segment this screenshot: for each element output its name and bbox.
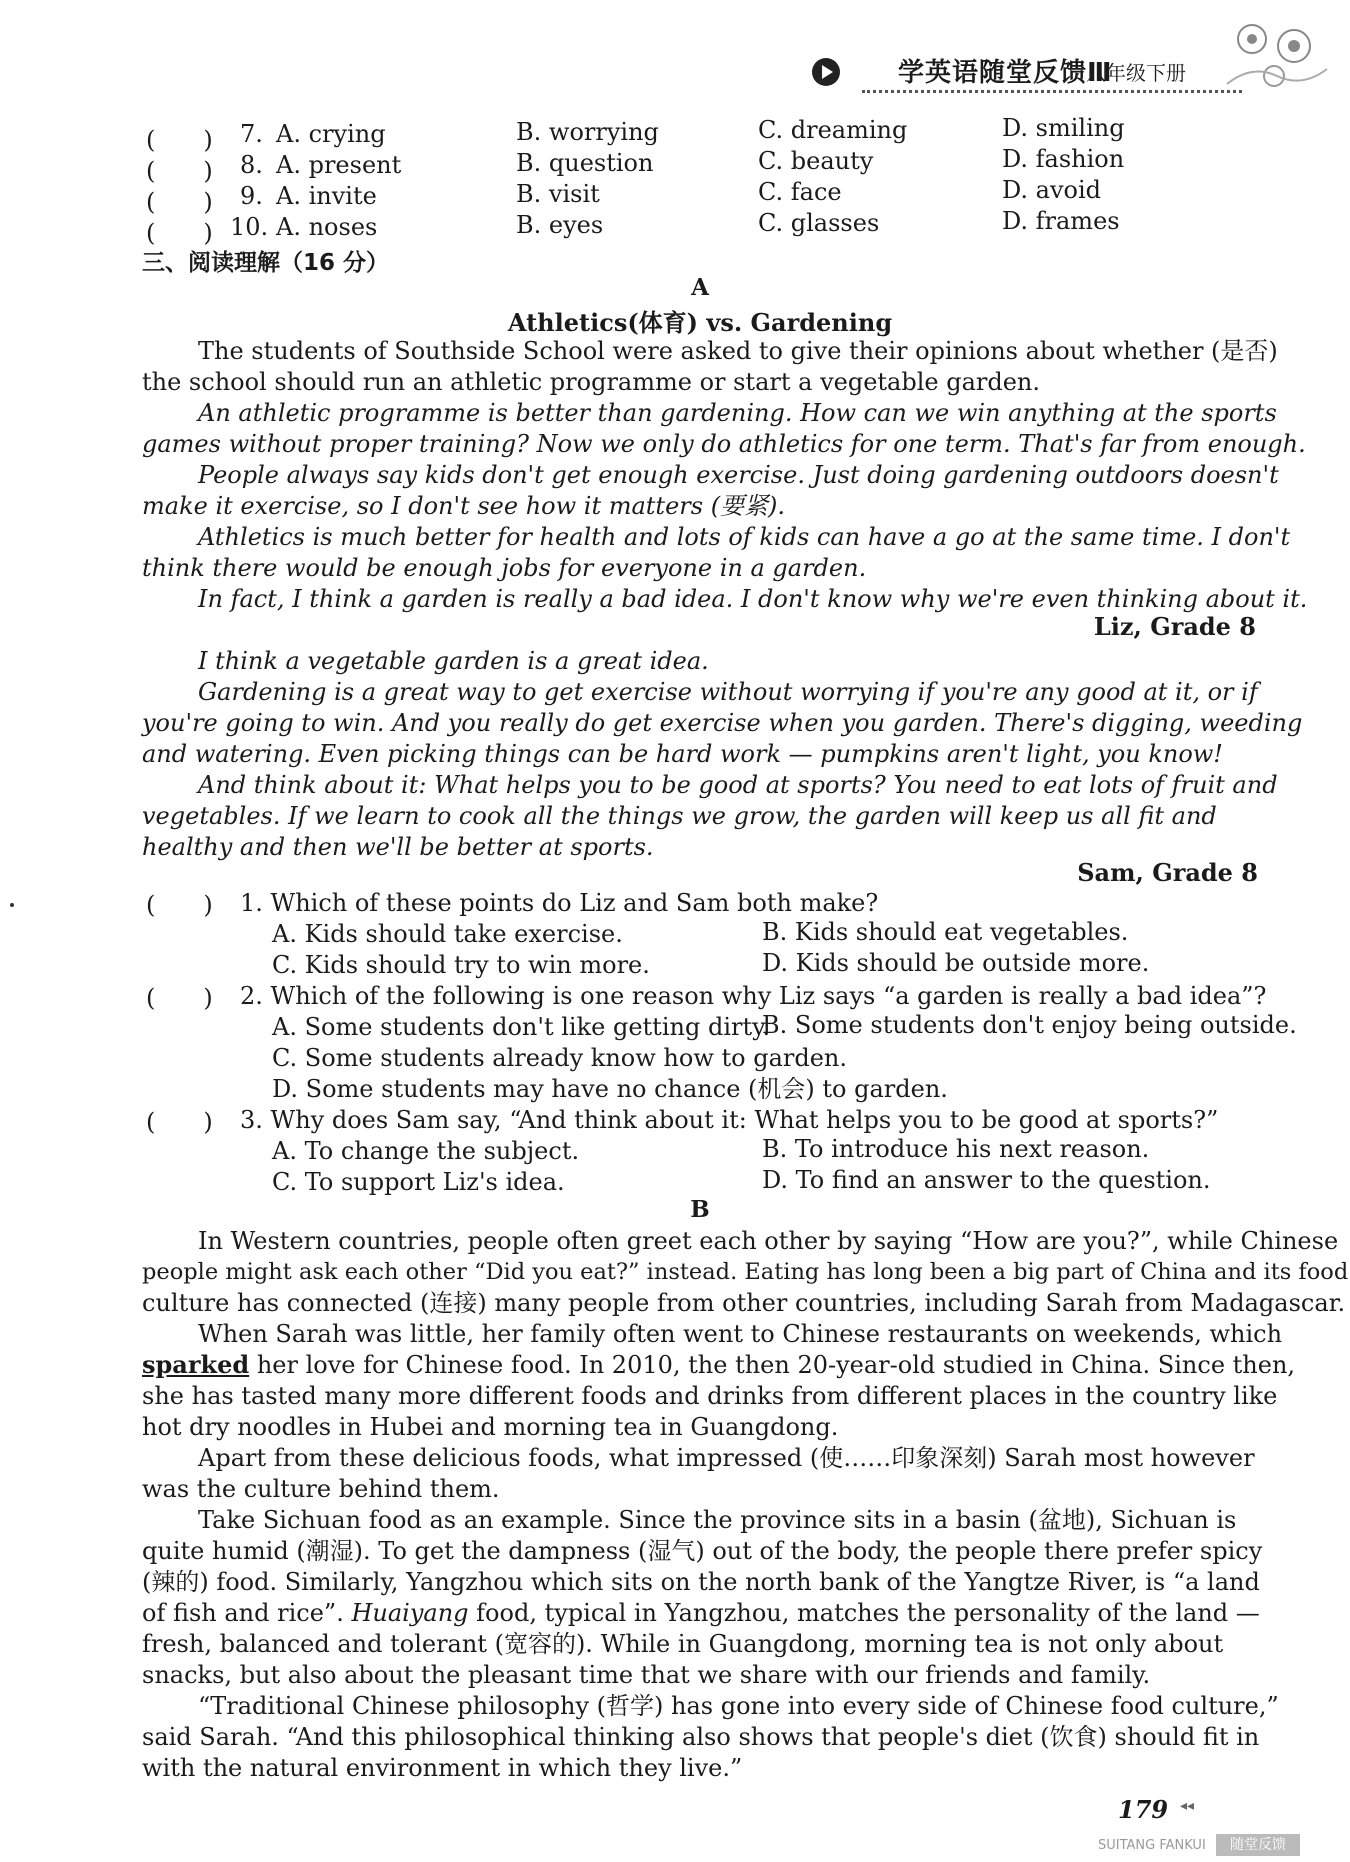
passage-line: healthy and then we'll be better at sports. [142, 833, 654, 861]
passage-line: Gardening is a great way to get exercise without worrying if you're any good at it, or if [198, 678, 1258, 706]
option-b: B. question [516, 149, 654, 177]
passage-line: “Traditional Chinese philosophy (哲学) has gone into every side of Chinese food culture,” [198, 1692, 1279, 1720]
answer-blank[interactable]: ( ) [146, 1108, 213, 1136]
answer-blank[interactable]: ( ) [146, 126, 213, 154]
passage-line: And think about it: What helps you to be good at sports? You need to eat lots of fruit and [198, 771, 1278, 799]
passage-line: Take Sichuan food as an example. Since the province sits in a basin (盆地), Sichuan is [198, 1506, 1237, 1534]
option-d: D. avoid [1002, 176, 1101, 204]
option-b: B. eyes [516, 211, 604, 239]
passage-line: sparked her love for Chinese food. In 2010, the then 20-year-old studied in China. Since then, [142, 1350, 1296, 1379]
keyword-sparked: sparked [142, 1350, 250, 1379]
option-a: A. crying [276, 120, 386, 148]
option-c: C. beauty [758, 147, 874, 175]
option-d: D. frames [1002, 207, 1120, 235]
option-a: A. present [276, 151, 402, 179]
answer-blank[interactable]: ( ) [146, 157, 213, 185]
option-d: D. smiling [1002, 114, 1125, 142]
passage-line: The students of Southside School were asked to give their opinions about whether (是否) [198, 337, 1278, 365]
passage-line: hot dry noodles in Hubei and morning tea in Guangdong. [142, 1413, 839, 1441]
option-a: A. To change the subject. [272, 1137, 580, 1165]
passage-line: think there would be enough jobs for everyone in a garden. [142, 554, 867, 582]
passage-line: culture has connected (连接) many people from other countries, including Sarah from Madagascar. [142, 1289, 1346, 1317]
answer-blank[interactable]: ( ) [146, 984, 213, 1012]
passage-line: In Western countries, people often greet each other by saying “How are you?”, while Chinese [198, 1227, 1339, 1255]
option-c: C. face [758, 178, 842, 206]
passage-line: of fish and rice”. Huaiyang food, typical in Yangzhou, matches the personality of the land — [142, 1599, 1260, 1627]
option-c: C. glasses [758, 209, 880, 237]
passage-line: quite humid (潮湿). To get the dampness (湿气) out of the body, the people there prefer spicy [142, 1537, 1263, 1565]
passage-line: fresh, balanced and tolerant (宽容的). While in Guangdong, morning tea is not only about [142, 1630, 1224, 1658]
passage-line: people might ask each other “Did you eat?” instead. Eating has long been a big part of China and its food [142, 1259, 1349, 1285]
passage-line: with the natural environment in which they live.” [142, 1754, 743, 1782]
question-number: 7. [240, 120, 263, 148]
footer-badge: 随堂反馈 [1216, 1834, 1300, 1856]
passage-label: B [690, 1196, 710, 1223]
signature-liz: Liz, Grade 8 [1093, 612, 1256, 641]
passage-line: Apart from these delicious foods, what impressed (使……印象深刻) Sarah most however [198, 1444, 1255, 1472]
question-stem: 3. Why does Sam say, “And think about it: What helps you to be good at sports?” [240, 1106, 1219, 1134]
page-header [0, 0, 1350, 110]
arrow-left-icon: ◂◂ [1180, 1798, 1195, 1814]
question-number: 8. [240, 151, 263, 179]
play-icon [812, 58, 840, 86]
option-a: A. invite [276, 182, 377, 210]
passage-line: People always say kids don't get enough exercise. Just doing gardening outdoors doesn't [198, 461, 1279, 489]
passage-line: In fact, I think a garden is really a bad idea. I don't know why we're even thinking about it. [198, 585, 1308, 613]
option-c: C. Some students already know how to garden. [272, 1044, 848, 1072]
passage-line: games without proper training? Now we only do athletics for one term. That's far from enough. [142, 430, 1306, 458]
option-b: B. Kids should eat vegetables. [762, 918, 1129, 946]
passage-title: Athletics(体育) vs. Gardening [507, 308, 893, 337]
option-c: C. dreaming [758, 116, 908, 144]
option-a: A. Some students don't like getting dirty. [272, 1013, 771, 1041]
passage-line: the school should run an athletic programme or start a vegetable garden. [142, 368, 1041, 396]
option-d: D. Kids should be outside more. [762, 949, 1150, 977]
passage-line: and watering. Even picking things can be hard work — pumpkins aren't light, you know! [142, 740, 1223, 768]
question-stem: 2. Which of the following is one reason why Liz says “a garden is really a bad idea”? [240, 982, 1267, 1010]
passage-line: was the culture behind them. [142, 1475, 500, 1503]
option-a: A. Kids should take exercise. [272, 920, 623, 948]
option-c: C. To support Liz's idea. [272, 1168, 565, 1196]
passage-line: snacks, but also about the pleasant time that we share with our friends and family. [142, 1661, 1151, 1689]
question-number: 9. [240, 182, 263, 210]
option-d: D. fashion [1002, 145, 1125, 173]
passage-label: A [691, 274, 709, 301]
passage-line: I think a vegetable garden is a great idea. [198, 647, 709, 675]
header-divider [862, 90, 1242, 93]
passage-line: vegetables. If we learn to cook all the things we grow, the garden will keep us all fit and [142, 802, 1217, 830]
option-b: B. To introduce his next reason. [762, 1135, 1150, 1163]
section-title: 三、阅读理解（16 分） [142, 250, 390, 276]
header-title: 学英语随堂反馈Ⅲ [898, 58, 1113, 88]
keyword-huaiyang: Huaiyang [351, 1599, 469, 1627]
option-d: D. To find an answer to the question. [762, 1166, 1211, 1194]
answer-blank[interactable]: ( ) [146, 219, 213, 247]
page-number: 179 [1118, 1795, 1169, 1824]
option-a: A. noses [276, 213, 378, 241]
option-d: D. Some students may have no chance (机会) to garden. [272, 1075, 948, 1103]
passage-line: Athletics is much better for health and lots of kids can have a go at the same time. I don't [198, 523, 1291, 551]
passage-line: When Sarah was little, her family often went to Chinese restaurants on weekends, which [198, 1320, 1283, 1348]
passage-line: said Sarah. “And this philosophical thinking also shows that people's diet (饮食) should fit in [142, 1723, 1260, 1751]
stray-mark [10, 903, 14, 907]
passage-line: make it exercise, so I don't see how it matters (要紧). [142, 492, 786, 520]
answer-blank[interactable]: ( ) [146, 188, 213, 216]
signature-sam: Sam, Grade 8 [1077, 858, 1258, 887]
flower-ornament-icon [1222, 14, 1332, 94]
passage-line: (辣的) food. Similarly, Yangzhou which sits on the north bank of the Yangtze River, is “a land [142, 1568, 1260, 1596]
question-number: 10. [230, 213, 269, 241]
question-stem: 1. Which of these points do Liz and Sam both make? [240, 889, 879, 917]
option-b: B. worrying [516, 118, 659, 146]
passage-line: An athletic programme is better than gardening. How can we win anything at the sports [198, 399, 1277, 427]
passage-line: you're going to win. And you really do get exercise when you garden. There's digging, weeding [142, 709, 1303, 737]
option-b: B. Some students don't enjoy being outside. [762, 1011, 1297, 1039]
passage-line: she has tasted many more different foods and drinks from different places in the country like [142, 1382, 1278, 1410]
footer-brand: SUITANG FANKUI [1098, 1838, 1206, 1853]
option-b: B. visit [516, 180, 600, 208]
option-c: C. Kids should try to win more. [272, 951, 650, 979]
header-subtitle: 八年级下册 [1086, 61, 1186, 85]
answer-blank[interactable]: ( ) [146, 891, 213, 919]
